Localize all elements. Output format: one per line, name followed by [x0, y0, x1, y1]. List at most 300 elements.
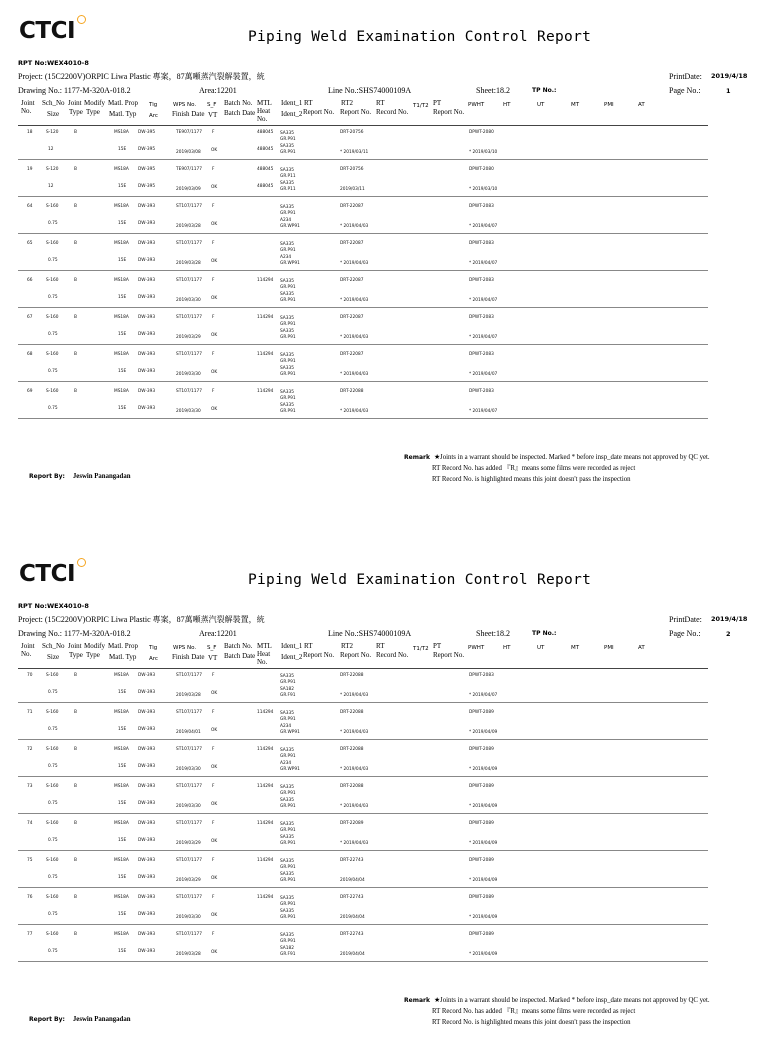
pwht-report-no: DPWT-2083	[469, 389, 494, 394]
ident-1: SA335	[280, 933, 294, 938]
column-header: Report No.	[433, 108, 465, 116]
vt-result: OK	[211, 222, 218, 227]
rt2-date: * 2019/04/03	[340, 730, 369, 735]
material-type: 15E	[118, 949, 127, 954]
ident-1: SA335	[280, 316, 294, 321]
shop-field: F	[212, 858, 215, 863]
arc-wire: DW-393	[138, 221, 156, 226]
arc-wire: DW-393	[138, 764, 156, 769]
material-type: 15E	[118, 690, 127, 695]
column-header: S_F	[207, 102, 217, 108]
arc-wire: DW-393	[138, 801, 156, 806]
wps-number: ST107/1177	[176, 895, 202, 900]
page-no: 1	[726, 87, 731, 95]
heat-number-2: 488045	[257, 147, 274, 152]
shop-field: F	[212, 673, 215, 678]
ident-2-grade: GR.WP91	[280, 261, 300, 266]
wps-number: ST107/1177	[176, 241, 202, 246]
joint-size: 0.75	[48, 221, 58, 226]
column-header: No.	[21, 650, 32, 658]
joint-type: B	[74, 673, 77, 678]
joint-type: B	[74, 858, 77, 863]
column-header: RT2	[341, 99, 354, 107]
row-divider	[18, 307, 708, 308]
column-header: WPS No.	[173, 645, 197, 651]
joint-size: 0.75	[48, 764, 58, 769]
pwht-date: * 2019/04/09	[469, 804, 498, 809]
print-date-label: PrintDate:	[669, 72, 702, 81]
wps-number: TE907/1177	[176, 167, 202, 172]
column-header: Report No.	[340, 651, 372, 659]
schedule-no: S-160	[46, 278, 59, 283]
finish-date: 2019/03/30	[176, 767, 201, 772]
material-prop: MS18A	[114, 278, 129, 283]
ident-1-grade: GR.P91	[280, 137, 296, 142]
ident-2-grade: GR.WP91	[280, 730, 300, 735]
ident-1: SA335	[280, 785, 294, 790]
column-header: Record No.	[376, 108, 409, 116]
ident-1: SA335	[280, 242, 294, 247]
logo-text: CTCI	[19, 561, 76, 587]
joint-type: B	[74, 747, 77, 752]
finish-date: 2019/03/29	[176, 335, 201, 340]
shop-field: F	[212, 278, 215, 283]
wps-number: ST107/1177	[176, 204, 202, 209]
schedule-no: S-120	[46, 130, 59, 135]
column-header: Batch Date	[224, 652, 256, 660]
ident-1-grade: GR.P11	[280, 174, 296, 179]
ident-2: SA335	[280, 329, 294, 334]
joint-type: B	[74, 932, 77, 937]
material-type: 15E	[118, 875, 127, 880]
line-no: Line No.:SHS74000109A	[328, 86, 412, 95]
column-header: Type	[86, 651, 100, 659]
ident-1-grade: GR.P91	[280, 754, 296, 759]
joint-type: B	[74, 315, 77, 320]
page-no-label: Page No.:	[669, 86, 701, 95]
print-date: 2019/4/18	[711, 615, 748, 623]
arc-wire: DW-393	[138, 838, 156, 843]
remark-line: RT Record No. has added 『R』means some films were recorded as reject	[432, 1008, 636, 1015]
column-header: Matl. Prop	[108, 99, 138, 107]
rt2-date: * 2019/04/03	[340, 224, 369, 229]
column-header: T1/T2	[413, 103, 429, 109]
rt2-date: * 2019/04/03	[340, 261, 369, 266]
column-header: Modify	[84, 642, 105, 650]
row-divider	[18, 418, 708, 419]
tig-wire: DW-393	[138, 932, 156, 937]
column-header: Tig	[149, 102, 158, 108]
heat-number: 488045	[257, 130, 274, 135]
schedule-no: S-160	[46, 895, 59, 900]
tig-wire: DW-393	[138, 241, 156, 246]
report-title: Piping Weld Examination Control Report	[248, 29, 592, 45]
heat-number: 114294	[257, 710, 274, 715]
finish-date: 2019/03/08	[176, 150, 201, 155]
tp-no: TP No.:	[532, 87, 557, 94]
shop-field: F	[212, 204, 215, 209]
pwht-date: * 2019/04/09	[469, 841, 498, 846]
finish-date: 2019/03/28	[176, 261, 201, 266]
pwht-report-no: DPWT-2089	[469, 858, 494, 863]
remark-line: RT Record No. is highlighted means this joint doesn't pass the inspection	[432, 476, 631, 483]
pwht-report-no: DPWT-2089	[469, 821, 494, 826]
wps-number: ST107/1177	[176, 389, 202, 394]
heat-number: 114294	[257, 784, 274, 789]
column-header: PWHT	[468, 102, 485, 108]
column-header: Batch Date	[224, 109, 256, 117]
column-header: WPS No.	[173, 102, 197, 108]
heat-number-2: 488045	[257, 184, 274, 189]
rt2-date: * 2019/04/03	[340, 767, 369, 772]
report-by-name: Jeswin Panangadan	[72, 473, 131, 480]
ident-2: SA335	[280, 403, 294, 408]
pwht-date: * 2019/04/09	[469, 878, 498, 883]
joint-size: 0.75	[48, 332, 58, 337]
rt2-date: * 2019/04/03	[340, 372, 369, 377]
joint-type: B	[74, 167, 77, 172]
vt-result: OK	[211, 407, 218, 412]
rpt-number: RPT No:WEX4010-8	[18, 602, 89, 610]
shop-field: F	[212, 784, 215, 789]
ident-2: SA335	[280, 909, 294, 914]
rt2-report-no: DRT-22087	[340, 204, 364, 209]
tig-wire: DW-393	[138, 278, 156, 283]
pwht-date: * 2019/03/10	[469, 187, 498, 192]
joint-type: B	[74, 130, 77, 135]
rt2-date: * 2019/04/03	[340, 693, 369, 698]
vt-result: OK	[211, 296, 218, 301]
tig-wire: DW-395	[138, 130, 156, 135]
material-prop: MS18A	[114, 352, 129, 357]
project-line: Project: (15C2200V)ORPIC Liwa Plastic 專案，87萬噸蒸汽裂解裝置，統	[18, 615, 265, 624]
ident-2: SA335	[280, 798, 294, 803]
joint-number: 76	[27, 895, 33, 900]
column-header: RT2	[341, 642, 354, 650]
column-header: HT	[503, 102, 511, 108]
tig-wire: DW-393	[138, 352, 156, 357]
ident-2-grade: GR.P91	[280, 298, 296, 303]
tig-wire: DW-393	[138, 747, 156, 752]
arc-wire: DW-393	[138, 875, 156, 880]
ident-2: SA335	[280, 872, 294, 877]
remarks-block	[404, 995, 710, 1028]
material-type: 15E	[118, 764, 127, 769]
schedule-no: S-160	[46, 389, 59, 394]
material-prop: MS18A	[114, 130, 129, 135]
column-header: Joint	[68, 99, 82, 107]
rt2-report-no: DRT-22089	[340, 821, 364, 826]
remark-line: RT Record No. is highlighted means this joint doesn't pass the inspection	[432, 1019, 631, 1026]
column-header: MTL	[257, 99, 272, 107]
schedule-no: S-120	[46, 167, 59, 172]
remarks-block	[404, 452, 710, 485]
column-header: Ident_1	[281, 99, 303, 107]
ident-2-grade: GR.P91	[280, 804, 296, 809]
finish-date: 2019/03/28	[176, 693, 201, 698]
column-header: Type	[86, 108, 100, 116]
pwht-report-no: DPWT-2089	[469, 784, 494, 789]
pwht-report-no: DPWT-2083	[469, 278, 494, 283]
vt-result: OK	[211, 802, 218, 807]
column-header: Matl. Typ	[109, 653, 137, 661]
pwht-report-no: DPWT-2089	[469, 932, 494, 937]
tig-wire: DW-393	[138, 895, 156, 900]
ident-1: SA335	[280, 131, 294, 136]
joint-type: B	[74, 710, 77, 715]
wps-number: ST107/1177	[176, 858, 202, 863]
ident-1: SA335	[280, 279, 294, 284]
rt2-date: * 2019/04/03	[340, 804, 369, 809]
logo-dot-icon	[77, 15, 86, 24]
pwht-date: * 2019/04/07	[469, 261, 498, 266]
vt-result: OK	[211, 765, 218, 770]
print-date-label: PrintDate:	[669, 615, 702, 624]
remark-text: ★Joints in a warrant should be inspected. Marked * before insp_date means not approved by QC yet.	[433, 997, 710, 1004]
vt-result: OK	[211, 370, 218, 375]
ident-2: SA335	[280, 181, 294, 186]
shop-field: F	[212, 747, 215, 752]
vt-result: OK	[211, 259, 218, 264]
pwht-date: * 2019/04/07	[469, 693, 498, 698]
pwht-report-no: DPWT-2083	[469, 315, 494, 320]
column-header: PT	[433, 99, 442, 107]
material-type: 15E	[118, 221, 127, 226]
joint-size: 0.75	[48, 949, 58, 954]
ident-2: A234	[280, 255, 292, 260]
column-header: AT	[638, 645, 645, 651]
pwht-date: * 2019/04/07	[469, 298, 498, 303]
material-prop: MS18A	[114, 167, 129, 172]
finish-date: 2019/03/30	[176, 409, 201, 414]
ident-2-grade: GR.P11	[280, 187, 296, 192]
rt2-report-no: DRT-22743	[340, 858, 364, 863]
joint-size: 0.75	[48, 838, 58, 843]
ident-1-grade: GR.P91	[280, 939, 296, 944]
report-by-label: Report By:	[29, 473, 65, 480]
joint-size: 0.75	[48, 369, 58, 374]
column-header: T1/T2	[413, 646, 429, 652]
material-prop: MS18A	[114, 821, 129, 826]
arc-wire: DW-393	[138, 369, 156, 374]
remark-text: ★Joints in a warrant should be inspected. Marked * before insp_date means not approved by QC yet.	[433, 454, 710, 461]
report-page	[0, 543, 768, 1055]
heat-number: 114294	[257, 389, 274, 394]
column-header: S_F	[207, 645, 217, 651]
schedule-no: S-160	[46, 858, 59, 863]
heat-number: 114294	[257, 821, 274, 826]
column-header: PWHT	[468, 645, 485, 651]
material-prop: MS18A	[114, 315, 129, 320]
rt2-date: * 2019/04/03	[340, 335, 369, 340]
heat-number: 114294	[257, 858, 274, 863]
pwht-report-no: DPWT-2083	[469, 204, 494, 209]
wps-number: ST107/1177	[176, 932, 202, 937]
arc-wire: DW-393	[138, 690, 156, 695]
pwht-date: * 2019/04/07	[469, 335, 498, 340]
row-divider	[18, 776, 708, 777]
column-header: Size	[47, 110, 60, 118]
column-header: Sch_No	[42, 642, 65, 650]
heat-number: 114294	[257, 895, 274, 900]
joint-number: 19	[27, 167, 33, 172]
column-header: Modify	[84, 99, 105, 107]
shop-field: F	[212, 352, 215, 357]
schedule-no: S-160	[46, 673, 59, 678]
page-no: 2	[726, 630, 731, 638]
column-header: UT	[537, 102, 545, 108]
column-header: RT	[304, 642, 313, 650]
column-header: Size	[47, 653, 60, 661]
line-no: Line No.:SHS74000109A	[328, 629, 412, 638]
header-divider	[18, 668, 708, 669]
rt2-report-no: DRT-22743	[340, 932, 364, 937]
finish-date: 2019/03/29	[176, 878, 201, 883]
column-header: Tig	[149, 645, 158, 651]
rt2-date: * 2019/03/11	[340, 150, 369, 155]
ident-2-grade: GR.WP91	[280, 767, 300, 772]
tig-wire: DW-393	[138, 389, 156, 394]
finish-date: 2019/03/30	[176, 298, 201, 303]
vt-result: OK	[211, 950, 218, 955]
row-divider	[18, 196, 708, 197]
finish-date: 2019/04/01	[176, 730, 201, 735]
heat-number: 114294	[257, 278, 274, 283]
material-prop: MS18A	[114, 858, 129, 863]
vt-result: OK	[211, 185, 218, 190]
joint-type: B	[74, 352, 77, 357]
ident-2: SA182	[280, 946, 294, 951]
finish-date: 2019/03/28	[176, 224, 201, 229]
ident-1-grade: GR.P91	[280, 902, 296, 907]
finish-date: 2019/03/09	[176, 187, 201, 192]
area: Area:12201	[199, 629, 237, 638]
rt2-report-no: DRT-22088	[340, 673, 364, 678]
rt2-report-no: DRT-22087	[340, 352, 364, 357]
ident-2-grade: GR.P91	[280, 841, 296, 846]
rt2-report-no: DRT-22088	[340, 389, 364, 394]
joint-size: 0.75	[48, 801, 58, 806]
page-no-label: Page No.:	[669, 629, 701, 638]
tig-wire: DW-395	[138, 167, 156, 172]
column-header: Heat	[257, 650, 271, 658]
ident-1-grade: GR.P91	[280, 248, 296, 253]
tig-wire: DW-393	[138, 784, 156, 789]
finish-date: 2019/03/30	[176, 804, 201, 809]
shop-field: F	[212, 315, 215, 320]
report-by	[29, 1016, 131, 1023]
wps-number: ST107/1177	[176, 352, 202, 357]
material-type: 15E	[118, 332, 127, 337]
joint-size: 0.75	[48, 727, 58, 732]
rpt-number: RPT No:WEX4010-8	[18, 59, 89, 67]
joint-number: 65	[27, 241, 33, 246]
tp-no: TP No.:	[532, 630, 557, 637]
schedule-no: S-160	[46, 710, 59, 715]
column-header: Joint	[68, 642, 82, 650]
column-header: AT	[638, 102, 645, 108]
row-divider	[18, 924, 708, 925]
wps-number: ST107/1177	[176, 821, 202, 826]
pwht-report-no: DPWT-2083	[469, 352, 494, 357]
pwht-date: * 2019/04/07	[469, 372, 498, 377]
ident-2-grade: GR.P91	[280, 878, 296, 883]
joint-type: B	[74, 241, 77, 246]
pwht-report-no: DPWT-2089	[469, 710, 494, 715]
ident-1: SA335	[280, 711, 294, 716]
rt2-report-no: DRT-22087	[340, 315, 364, 320]
sheet: Sheet:18.2	[476, 86, 510, 95]
column-header: PT	[433, 642, 442, 650]
column-header: Report No.	[433, 651, 465, 659]
header-divider	[18, 125, 708, 126]
row-divider	[18, 739, 708, 740]
joint-size: 0.75	[48, 875, 58, 880]
schedule-no: S-160	[46, 315, 59, 320]
column-header: RT	[376, 642, 385, 650]
rt2-report-no: DRT-22088	[340, 710, 364, 715]
shop-field: F	[212, 130, 215, 135]
column-header: RT	[304, 99, 313, 107]
joint-number: 75	[27, 858, 33, 863]
ident-1-grade: GR.P91	[280, 211, 296, 216]
schedule-no: S-160	[46, 784, 59, 789]
ident-1-grade: GR.P91	[280, 828, 296, 833]
finish-date: 2019/03/30	[176, 372, 201, 377]
material-type: 15E	[118, 258, 127, 263]
vt-result: OK	[211, 876, 218, 881]
print-date: 2019/4/18	[711, 72, 748, 80]
column-header: PMI	[604, 102, 614, 108]
ident-2: SA335	[280, 144, 294, 149]
column-header: MTL	[257, 642, 272, 650]
wps-number: ST107/1177	[176, 673, 202, 678]
ident-1-grade: GR.P91	[280, 396, 296, 401]
shop-field: F	[212, 821, 215, 826]
joint-size: 0.75	[48, 258, 58, 263]
vt-result: OK	[211, 691, 218, 696]
column-header: MT	[571, 645, 580, 651]
column-header: UT	[537, 645, 545, 651]
joint-size: 0.75	[48, 295, 58, 300]
rt2-report-no: DRT-22087	[340, 278, 364, 283]
ctci-logo	[19, 561, 75, 587]
material-type: 15E	[118, 838, 127, 843]
area: Area:12201	[199, 86, 237, 95]
arc-wire: DW-395	[138, 147, 156, 152]
ident-2: SA335	[280, 366, 294, 371]
drawing-no: Drawing No.: 1177-M-320A-018.2	[18, 629, 131, 638]
joint-size: 0.75	[48, 406, 58, 411]
schedule-no: S-160	[46, 241, 59, 246]
column-header: Heat	[257, 107, 271, 115]
shop-field: F	[212, 895, 215, 900]
finish-date: 2019/03/29	[176, 841, 201, 846]
ident-2-grade: GR.P91	[280, 372, 296, 377]
ident-1-grade: GR.P91	[280, 865, 296, 870]
joint-number: 72	[27, 747, 33, 752]
column-header: Report No.	[303, 108, 335, 116]
pwht-report-no: DPWT-2089	[469, 747, 494, 752]
tig-wire: DW-393	[138, 673, 156, 678]
column-header: VT	[208, 111, 218, 119]
column-header: Finish Date	[172, 110, 205, 118]
tig-wire: DW-393	[138, 821, 156, 826]
ident-2: SA335	[280, 292, 294, 297]
arc-wire: DW-393	[138, 949, 156, 954]
remark-line: RT Record No. has added 『R』means some films were recorded as reject	[432, 465, 636, 472]
rt2-report-no: DRT-20756	[340, 167, 364, 172]
